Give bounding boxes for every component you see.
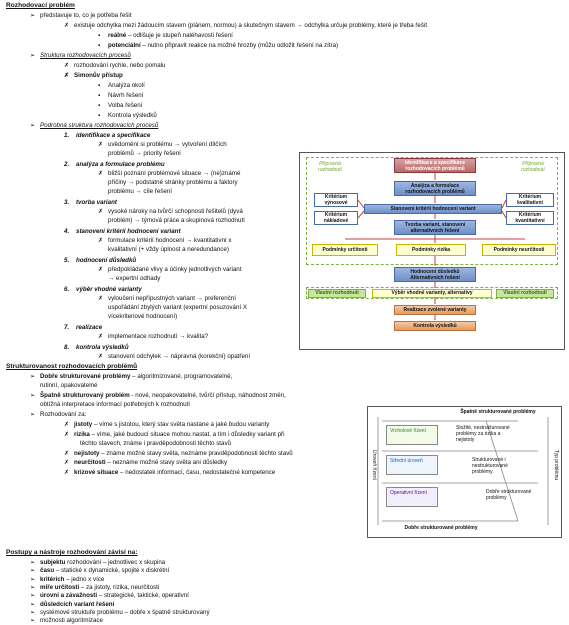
right-axis-label: Typ problému xyxy=(553,449,559,481)
process-diagram xyxy=(299,152,565,350)
condition-item: ✗ neurčitosti – neznáme možné stavy světa ani důsledky xyxy=(64,459,228,466)
step-title: 7. realizace xyxy=(64,324,103,331)
list-item-cont: rutinní, opakovatelné xyxy=(40,382,98,389)
criterion-quantitative: Kritérium kvantitativní xyxy=(506,211,554,225)
step-detail: příčiny → podstatné stránky problému a faktory xyxy=(108,179,238,186)
step-detail: ✗ uvědomění si problému → vytvoření dílčích xyxy=(98,141,227,148)
preparatory-label-right: Přípravná rozhodnutí xyxy=(521,161,545,173)
step-title: 4. stanovení kritérií hodnocení variant xyxy=(64,228,181,235)
dependency-item: ➢ míře určitosti – za jistoty, rizika, neurčitosti xyxy=(30,583,160,591)
step-detail: vícekriteriové hodnocení) xyxy=(108,313,178,320)
step-detail: ✗ bližší poznání problémové situace → (ne)známé xyxy=(98,170,241,177)
condition-risk: Podmínky rizika xyxy=(396,244,466,256)
type-bottom: Dobře strukturované problémy xyxy=(486,489,532,501)
level-top: Vrcholové řízení xyxy=(386,425,438,445)
list-item: ➢ představuje to, co je potřeba řešit xyxy=(30,12,132,19)
left-axis-label: Úroveň řízení xyxy=(371,449,377,480)
dependency-item: ➢ systémové struktuře problému – dobře x špatně strukturovaný xyxy=(30,608,210,616)
type-middle: Strukturované i nestrukturované problémy xyxy=(472,457,508,475)
criterion-cost: Kritérium nákladové xyxy=(314,211,358,225)
list-item: ➢ Špatně strukturovaný problém - nové, neopakovatelné, tvůrčí přístup, náhodnost změn, xyxy=(30,392,286,399)
list-item: ➢ Rozhodování za: xyxy=(30,411,87,418)
step-title: 2. analýza a formulace problému xyxy=(64,161,165,168)
step-detail: ✗ vyloučení nepřípustných variant → preferenční xyxy=(98,295,236,302)
condition-item: ✗ nejistoty – známe možné stavy světa, neznáme pravděpodobnosti těchto stavů xyxy=(64,449,293,457)
condition-item: ✗ jistoty – víme s jistotou, který stav světa nastane a jaké budou varianty xyxy=(64,421,270,428)
own-decision-right: Vlastní rozhodnutí xyxy=(496,289,554,298)
top-label: Špatně strukturované problémy xyxy=(460,409,536,415)
criterion-yield: Kritérium výnosové xyxy=(314,193,358,207)
level-middle: Střední úroveň xyxy=(386,455,438,475)
step-title: 1. identifikace a specifikace xyxy=(64,132,151,139)
flow-arrows xyxy=(300,153,564,349)
own-decision-left: Vlastní rozhodnutí xyxy=(308,289,366,298)
list-item: ▪ potenciální – nutno připravit reakce na možné hrozby (můžu odložit řešení na zítra) xyxy=(98,42,339,49)
condition-uncertainty: Podmínky neurčitosti xyxy=(482,244,556,256)
step-detail: ✗ předpokládané vlivy a účinky jednotlivých variant xyxy=(98,266,242,273)
condition-item: ✗ rizika – víme, jaké budoucí situace mohou nastat, a tím i důsledky variant při xyxy=(64,430,285,438)
step-title: 5. hodnocení důsledků xyxy=(64,257,137,264)
dependency-item: ➢ důsledcích variant řešení xyxy=(30,600,115,608)
box-realization: Realizace zvolené varianty xyxy=(394,305,476,315)
step-detail: ✗ stanovení odchylek → nápravná (korekční) opatření xyxy=(98,353,251,360)
subsection-title: ➢ Struktura rozhodovacích procesů xyxy=(30,52,131,59)
box-selection: Výběr vhodné varianty, alternativy xyxy=(372,289,492,298)
bottom-label: Dobře strukturované problémy xyxy=(404,525,478,531)
step-detail: ✗ implementace rozhodnutí → kvalita? xyxy=(98,333,209,340)
section-title: Strukturovanost rozhodovacích problémů xyxy=(6,363,138,370)
dependency-item: ➢ úrovni a závažnosti – strategické, taktické, operativní xyxy=(30,592,189,600)
step-detail: kvalitativní (+ vždy úplnost a neredundance) xyxy=(108,246,229,253)
list-item: ▪ Návrh řešení xyxy=(98,92,144,99)
step-title: 3. tvorba variant xyxy=(64,199,117,206)
preparatory-label-left: Přípravná rozhodnutí xyxy=(318,161,342,173)
box-identification: Identifikace a specifikace rozhodovacích problémů xyxy=(394,158,476,173)
box-variants: Tvorba variant, stanovení alternativních řešení xyxy=(394,220,476,235)
criterion-qualitative: Kritérium kvalitativní xyxy=(506,193,554,207)
list-item: ▪ Kontrola výsledků xyxy=(98,112,157,119)
step-detail: → expertní odhady xyxy=(108,275,161,282)
step-title: 8. kontrola výsledků xyxy=(64,344,129,351)
step-detail: ✗ vysoké nároky na tvůrčí schopnosti řešitelů (dyvá xyxy=(98,208,243,215)
step-detail: ✗ formulace kritérií hodnocení → kvantitativní x xyxy=(98,237,232,244)
level-operational: Operativní řízení xyxy=(386,487,438,507)
box-analysis: Analýza a formulace rozhodovacích problémů xyxy=(394,181,476,196)
box-control: Kontrola výsledků xyxy=(394,321,476,331)
box-criteria: Stanovení kritérií hodnocení variant xyxy=(364,204,502,214)
dependency-item: ➢ času – statické x dynamické, spojité x diskrétní xyxy=(30,567,170,575)
dependency-item: ➢ kritérích – jedno x více xyxy=(30,575,105,583)
structure-diagram xyxy=(367,406,562,538)
step-title: 6. výběr vhodné varianty xyxy=(64,286,142,293)
section-title: Postupy a nástroje rozhodování závisí na: xyxy=(6,549,138,556)
type-top: Složité, nestrukturované problémy za rizika a nejistoty xyxy=(456,425,510,443)
box-evaluation: Hodnocení důsledků Alternativních řešení xyxy=(394,267,476,282)
list-item: ✗ Simonův přístup xyxy=(64,72,123,79)
list-item: ▪ Analýza okolí xyxy=(98,82,145,89)
step-detail: uspořádání zbylých variant (expertní posuzování X xyxy=(108,304,247,311)
step-detail: problémů → priority řešení xyxy=(108,150,181,157)
section-title: Rozhodovací problém xyxy=(6,2,75,9)
subsection-title: ➢ Podrobná struktura rozhodovacích procesů xyxy=(30,122,159,129)
list-item-cont: obtížná interpretace informací potřebných k rozhodnutí xyxy=(40,401,190,408)
condition-item: těchto stavech, známe i pravděpodobnosti těchto stavů xyxy=(80,440,231,447)
condition-item: ✗ krizové situace – nedostatek informací, času, nedostatečné kompetence xyxy=(64,468,276,476)
step-detail: problému → cíle řešení xyxy=(108,188,172,195)
condition-certainty: Podmínky určitosti xyxy=(312,244,378,256)
list-item: ➢ Dobře strukturované problémy – algoritmizované, programovatelné, xyxy=(30,373,233,380)
list-item: ✗ rozhodování rychle, nebo pomalu xyxy=(64,62,166,69)
dependency-item: ➢ možnosti algoritmizace xyxy=(30,617,103,625)
list-item: ▪ Volba řešení xyxy=(98,102,143,109)
list-item: ▪ reálné – odlišuje je stupeň naléhavosti řešení xyxy=(98,32,233,39)
step-detail: problém) → týmová práce a skupinová rozhodnutí xyxy=(108,217,245,224)
dependency-item: ➢ subjektu rozhodování – jednotlivec x skupina xyxy=(30,559,166,566)
list-item: ✗ existuje odchylka mezi žádoucím stavem (plánem, normou) a skutečným stavem → odchylka určuje problémy, které je třeba řešit xyxy=(64,22,428,29)
